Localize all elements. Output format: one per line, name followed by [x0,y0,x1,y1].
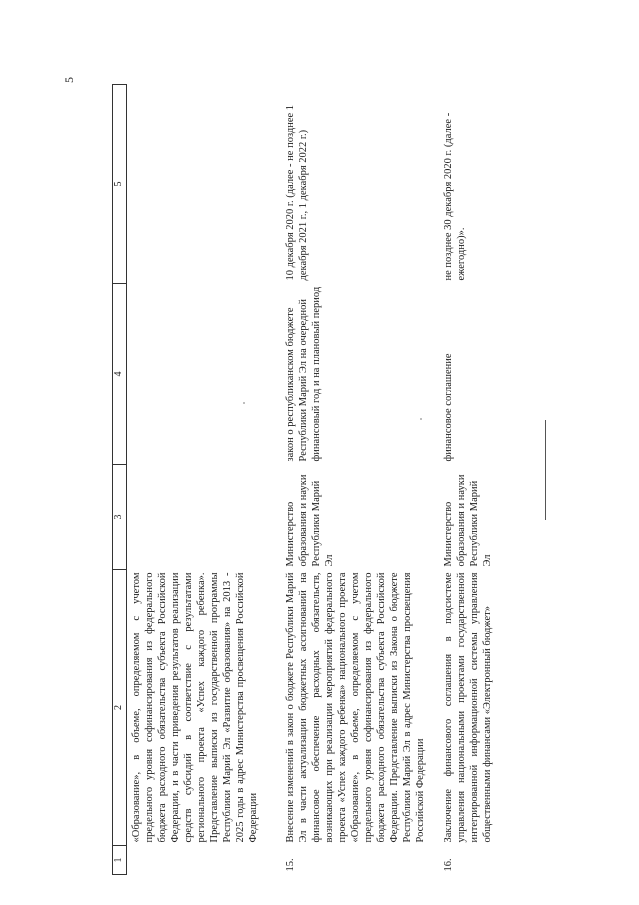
row-deadline [127,85,279,284]
row-document: финансовое соглашение [443,353,454,462]
row-executor: Министерство образования и науки Республики Марий Эл [285,474,335,567]
column-header-3: 3 [113,465,127,570]
scan-speck [243,402,245,404]
row-deadline: не позднее 30 декабря 2020 г. (далее - ежегодно)». [443,112,467,281]
row-document: закон о республиканском бюджете Республики Марий Эл на очередной финансовый год и на плановый период [285,286,322,462]
page-number: 5 [62,77,76,83]
row-text: Внесение изменений в закон о бюджете Республики Марий Эл в части актуализации бюджетных ассигнований на финансовое обеспечение расходных обязательств, возникающих при реализации мероприятий федерального проекта «Успех каждого ребенка» национального проекта «Образование», в объеме, определяемом с учетом предельного уровня софинансирования из федерального бюджета расходного обязательства субъекта Российской Федерации. Представление выписки из Закона о бюджете Республики Марий Эл в адрес Министерства просвещения Российской Федерации [285,572,426,843]
row-executor [127,465,279,570]
row-number [127,846,279,875]
closing-rule-line [545,420,546,520]
row-text: Заключение финансового соглашения в подсистеме управления национальными проектами государственной интегрированной информационной системы управления общественными финансами «Электронный бюджет» [443,572,493,843]
column-header-5: 5 [113,85,127,284]
rotated-table-container [112,90,502,875]
row-document [127,284,279,465]
column-header-2: 2 [113,570,127,846]
column-header-4: 4 [113,284,127,465]
table-row [432,85,494,875]
row-number: 15. [285,858,296,872]
row-executor: Министерство образования и науки Республики Марий Эл [443,474,493,567]
row-text: «Образование», в объеме, определяемом с учетом предельного уровня софинансирования из федерального бюджета расходного обязательства субъекта Российской Федерации, и в части приведения результатов реализации средств субсидий в соответствие с результатами регионального проекта «Успех каждого ребенка». Представление выписки из государственной программы Республики Марий Эл «Развитие образования» на 2013 - 2025 годы в адрес Министерства просвещения Российской Федерации [131,572,259,843]
scan-speck [420,418,422,420]
measures-table [112,84,494,875]
row-number: 16. [443,858,454,872]
table-row [278,85,432,875]
table-row [127,85,279,875]
row-deadline: 10 декабря 2020 г. (далее - не позднее 1 декабря 2021 г., 1 декабря 2022 г.) [285,104,309,281]
column-header-1: 1 [113,846,127,875]
table-header-row [113,85,127,875]
